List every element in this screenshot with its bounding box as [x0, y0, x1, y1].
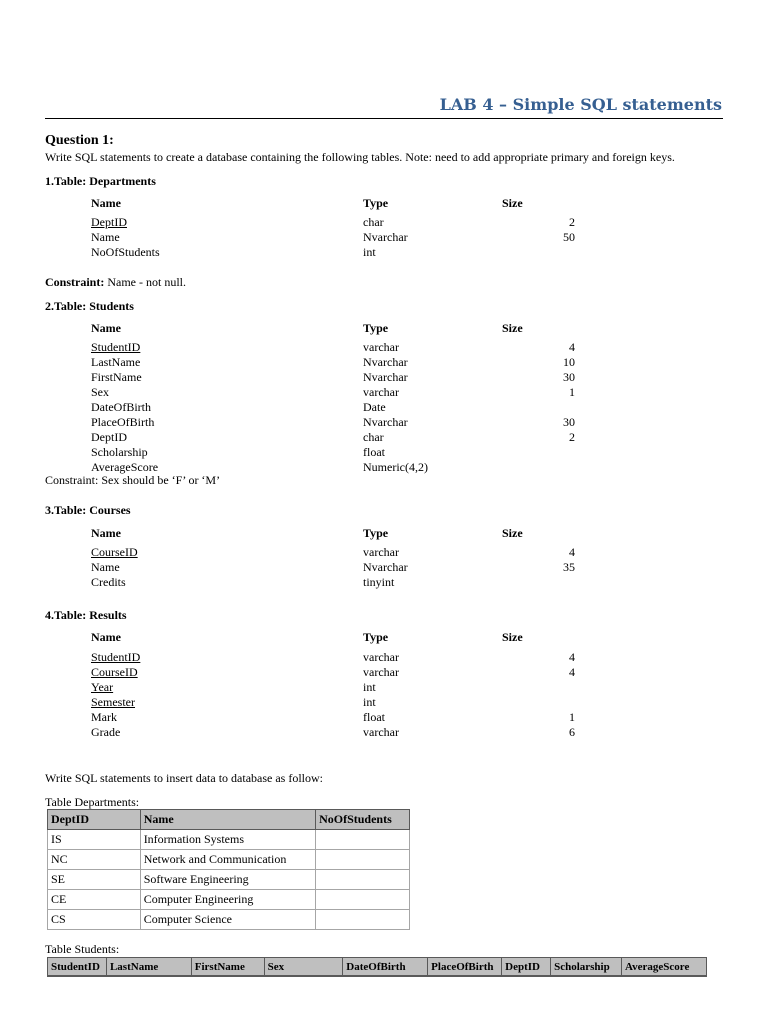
column-header: DateOfBirth: [343, 958, 428, 977]
table-cell: Computer Science: [140, 910, 315, 930]
field-name-key: Year: [91, 680, 114, 694]
table-cell: Network and Communication: [140, 850, 315, 870]
column-header: NoOfStudents: [316, 810, 410, 830]
field-type: Date: [363, 400, 386, 414]
departments-data-table: [47, 809, 410, 930]
field-type: varchar: [363, 545, 399, 559]
field-name: Sex: [91, 385, 109, 399]
field-type: varchar: [363, 385, 399, 399]
field-size: 30: [563, 370, 575, 384]
field-name: Credits: [91, 575, 126, 589]
column-header: Scholarship: [551, 958, 622, 977]
table-cell: CS: [48, 910, 141, 930]
table-cell: Computer Engineering: [140, 890, 315, 910]
table-cell: [316, 890, 410, 910]
table-header-row: [48, 810, 410, 830]
question-heading: Question 1:: [45, 133, 114, 148]
field-type: int: [363, 245, 376, 259]
col-size-header: Size: [502, 196, 523, 210]
column-header: StudentID: [48, 958, 107, 977]
column-header: DeptID: [502, 958, 551, 977]
field-type: Nvarchar: [363, 355, 408, 369]
field-type: Nvarchar: [363, 415, 408, 429]
constraint-label: Constraint:: [45, 275, 105, 289]
col-size-header: Size: [502, 321, 523, 335]
table-title-courses: 3.Table: Courses: [45, 503, 131, 517]
field-type: int: [363, 680, 376, 694]
page-header-title: LAB 4 – Simple SQL statements: [439, 95, 722, 114]
col-name-header: Name: [91, 321, 121, 335]
field-size: 2: [569, 430, 575, 444]
field-size: 1: [569, 385, 575, 399]
departments-table-caption: Table Departments:: [45, 795, 140, 809]
table-cell: IS: [48, 830, 141, 850]
field-name: FirstName: [91, 370, 142, 384]
field-name: AverageScore: [91, 460, 159, 474]
column-header: Name: [140, 810, 315, 830]
table-cell: [316, 910, 410, 930]
field-type: int: [363, 695, 376, 709]
field-name-key: StudentID: [91, 340, 141, 354]
table-title-results: 4.Table: Results: [45, 608, 127, 622]
field-name: Name: [91, 230, 120, 244]
table-cell: [316, 830, 410, 850]
field-size: 4: [569, 650, 575, 664]
field-size: 35: [563, 560, 575, 574]
table-cell: [316, 850, 410, 870]
field-name: Grade: [91, 725, 121, 739]
column-header: FirstName: [191, 958, 264, 977]
field-type: char: [363, 215, 384, 229]
col-type-header: Type: [363, 321, 389, 335]
table-cell: [316, 870, 410, 890]
column-header: AverageScore: [622, 958, 707, 977]
field-type: float: [363, 710, 385, 724]
col-name-header: Name: [91, 630, 121, 644]
field-size: 10: [563, 355, 575, 369]
field-type: varchar: [363, 650, 399, 664]
field-name-key: StudentID: [91, 650, 141, 664]
table-cell: CE: [48, 890, 141, 910]
table-row: [48, 850, 410, 870]
field-size: 4: [569, 665, 575, 679]
constraint-students: Constraint: Sex should be ‘F’ or ‘M’: [45, 473, 221, 487]
field-type: tinyint: [363, 575, 395, 589]
table-cell: Software Engineering: [140, 870, 315, 890]
field-size: 50: [563, 230, 575, 244]
col-type-header: Type: [363, 630, 389, 644]
col-size-header: Size: [502, 526, 523, 540]
students-data-table: [47, 957, 707, 977]
field-type: varchar: [363, 665, 399, 679]
students-table-caption: Table Students:: [45, 942, 120, 956]
insert-intro: Write SQL statements to insert data to database as follow:: [45, 771, 323, 785]
field-type: float: [363, 445, 385, 459]
table-row: [48, 910, 410, 930]
column-header: PlaceOfBirth: [428, 958, 502, 977]
col-name-header: Name: [91, 526, 121, 540]
table-cell: NC: [48, 850, 141, 870]
field-type: char: [363, 430, 384, 444]
table-cell: Information Systems: [140, 830, 315, 850]
field-type: Nvarchar: [363, 560, 408, 574]
field-size: 2: [569, 215, 575, 229]
question-intro: Write SQL statements to create a database containing the following tables. Note: need to add appropriate primary and foreign keys.: [45, 150, 675, 164]
column-header: Sex: [264, 958, 343, 977]
field-name: Name: [91, 560, 120, 574]
field-name: LastName: [91, 355, 141, 369]
field-name: Mark: [91, 710, 117, 724]
field-type: Nvarchar: [363, 370, 408, 384]
field-type: Numeric(4,2): [363, 460, 428, 474]
table-row: [48, 830, 410, 850]
col-size-header: Size: [502, 630, 523, 644]
field-name-key: DeptID: [91, 215, 127, 229]
table-header-row: [48, 958, 707, 977]
field-name-key: Semester: [91, 695, 135, 709]
table-row: [48, 890, 410, 910]
field-name: PlaceOfBirth: [91, 415, 155, 429]
field-name: DeptID: [91, 430, 127, 444]
field-size: 6: [569, 725, 575, 739]
constraint-text: Name - not null.: [104, 275, 186, 289]
field-size: 30: [563, 415, 575, 429]
field-size: 4: [569, 340, 575, 354]
table-row: [48, 870, 410, 890]
column-header: LastName: [106, 958, 191, 977]
table-cell: SE: [48, 870, 141, 890]
field-name: Scholarship: [91, 445, 148, 459]
table-title-students: 2.Table: Students: [45, 299, 134, 313]
field-name: DateOfBirth: [91, 400, 151, 414]
field-size: 1: [569, 710, 575, 724]
table-title-departments: 1.Table: Departments: [45, 174, 156, 188]
header-rule: [45, 118, 723, 119]
field-type: varchar: [363, 725, 399, 739]
field-name-key: CourseID: [91, 665, 138, 679]
col-type-header: Type: [363, 526, 389, 540]
col-type-header: Type: [363, 196, 389, 210]
constraint-departments: [45, 275, 186, 290]
field-name: NoOfStudents: [91, 245, 160, 259]
field-size: 4: [569, 545, 575, 559]
column-header: DeptID: [48, 810, 141, 830]
field-name-key: CourseID: [91, 545, 138, 559]
col-name-header: Name: [91, 196, 121, 210]
field-type: Nvarchar: [363, 230, 408, 244]
field-type: varchar: [363, 340, 399, 354]
